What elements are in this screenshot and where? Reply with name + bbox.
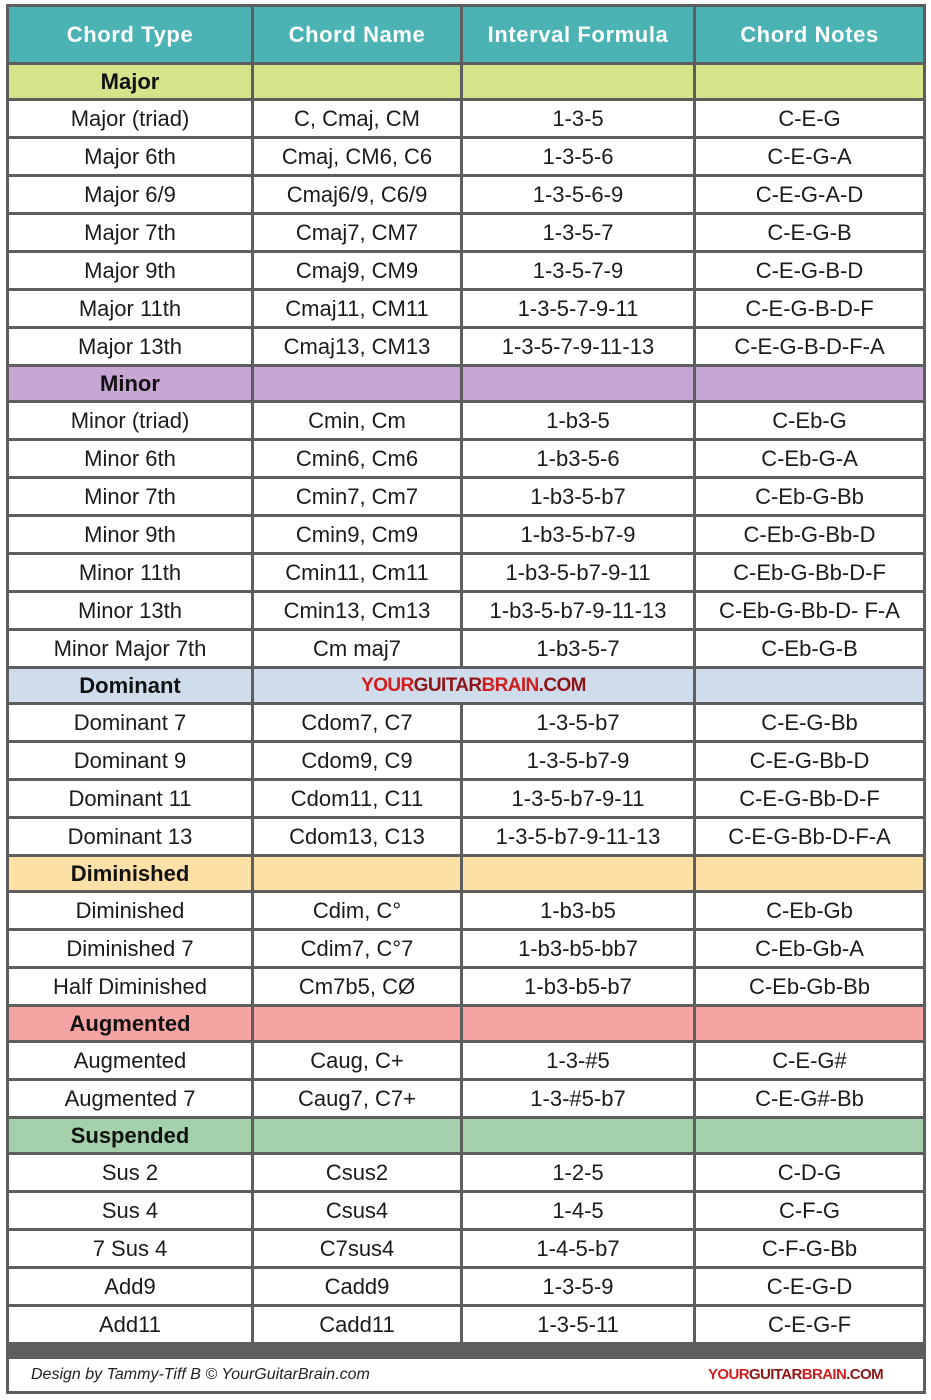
cell-chord-type: Minor (triad) — [9, 403, 251, 438]
cell-chord-type: Diminished — [9, 893, 251, 928]
category-band-minor — [696, 367, 923, 400]
header-chord-name: Chord Name — [254, 7, 460, 62]
cell-chord-notes: C-E-G# — [696, 1043, 923, 1078]
cell-chord-notes: C-E-G-B — [696, 215, 923, 250]
brand-com: .COM — [846, 1366, 883, 1383]
cell-chord-type: Major 9th — [9, 253, 251, 288]
cell-interval-formula: 1-4-5 — [463, 1193, 693, 1228]
brand-guitar: GUITAR — [748, 1366, 802, 1383]
chord-row — [6, 819, 926, 854]
category-label-dominant: Dominant — [9, 669, 251, 702]
cell-chord-notes: C-Eb-Gb-A — [696, 931, 923, 966]
brand-your: YOUR — [361, 674, 414, 696]
cell-interval-formula: 1-4-5-b7 — [463, 1231, 693, 1266]
cell-chord-notes: C-E-G-B-D-F — [696, 291, 923, 326]
category-row-augmented — [6, 1007, 926, 1040]
chord-row — [6, 329, 926, 364]
cell-interval-formula: 1-3-5-11 — [463, 1307, 693, 1342]
brand-com: .COM — [538, 674, 586, 696]
chord-row — [6, 555, 926, 590]
cell-chord-notes: C-E-G — [696, 101, 923, 136]
chord-row — [6, 969, 926, 1004]
chord-row — [6, 1155, 926, 1190]
cell-chord-notes: C-F-G-Bb — [696, 1231, 923, 1266]
cell-interval-formula: 1-b3-b5 — [463, 893, 693, 928]
cell-interval-formula: 1-3-5-7-9-11 — [463, 291, 693, 326]
header-row — [6, 7, 926, 62]
chord-row — [6, 931, 926, 966]
category-label-suspended: Suspended — [9, 1119, 251, 1152]
cell-interval-formula: 1-3-5 — [463, 101, 693, 136]
chord-row — [6, 101, 926, 136]
cell-chord-name: Cdom9, C9 — [254, 743, 460, 778]
cell-chord-notes: C-E-G-Bb — [696, 705, 923, 740]
cell-chord-name: Cdom7, C7 — [254, 705, 460, 740]
cell-chord-name: Cmaj9, CM9 — [254, 253, 460, 288]
chord-row — [6, 1193, 926, 1228]
cell-chord-notes: C-E-G#-Bb — [696, 1081, 923, 1116]
brand-brain: BRAIN — [481, 674, 539, 696]
cell-chord-type: Minor 11th — [9, 555, 251, 590]
chord-row — [6, 781, 926, 816]
brand-brain: BRAIN — [801, 1366, 847, 1383]
cell-chord-type: Add9 — [9, 1269, 251, 1304]
cell-chord-type: Augmented — [9, 1043, 251, 1078]
category-band-minor — [463, 367, 693, 400]
cell-chord-type: Sus 2 — [9, 1155, 251, 1190]
cell-chord-type: Dominant 9 — [9, 743, 251, 778]
category-row-minor — [6, 367, 926, 400]
chord-row — [6, 1043, 926, 1078]
chord-row — [6, 705, 926, 740]
cell-chord-name: Csus2 — [254, 1155, 460, 1190]
cell-interval-formula: 1-b3-b5-b7 — [463, 969, 693, 1004]
category-band-suspended — [696, 1119, 923, 1152]
cell-interval-formula: 1-3-5-6-9 — [463, 177, 693, 212]
cell-chord-type: Add11 — [9, 1307, 251, 1342]
cell-interval-formula: 1-b3-5-b7-9 — [463, 517, 693, 552]
cell-chord-notes: C-Eb-G — [696, 403, 923, 438]
cell-interval-formula: 1-3-5-6 — [463, 139, 693, 174]
cell-chord-type: Minor 6th — [9, 441, 251, 476]
cell-interval-formula: 1-3-5-7-9-11-13 — [463, 329, 693, 364]
cell-chord-notes: C-Eb-G-A — [696, 441, 923, 476]
cell-chord-notes: C-E-G-Bb-D-F-A — [696, 819, 923, 854]
category-band-suspended — [254, 1119, 460, 1152]
cell-chord-name: Cmin11, Cm11 — [254, 555, 460, 590]
category-band-suspended — [463, 1119, 693, 1152]
category-band-major — [254, 65, 460, 98]
cell-chord-type: Half Diminished — [9, 969, 251, 1004]
cell-chord-name: Cdom11, C11 — [254, 781, 460, 816]
cell-interval-formula: 1-2-5 — [463, 1155, 693, 1190]
brand-guitar: GUITAR — [413, 674, 482, 696]
cell-chord-type: Major 13th — [9, 329, 251, 364]
cell-chord-name: Caug, C+ — [254, 1043, 460, 1078]
category-label-augmented: Augmented — [9, 1007, 251, 1040]
header-interval-formula: Interval Formula — [463, 7, 693, 62]
cell-chord-type: Dominant 7 — [9, 705, 251, 740]
cell-chord-notes: C-E-G-A — [696, 139, 923, 174]
cell-chord-name: Cmaj7, CM7 — [254, 215, 460, 250]
cell-interval-formula: 1-b3-5-7 — [463, 631, 693, 666]
cell-chord-notes: C-F-G — [696, 1193, 923, 1228]
cell-chord-name: Cdim, C° — [254, 893, 460, 928]
cell-chord-name: Cmin13, Cm13 — [254, 593, 460, 628]
category-band-minor — [254, 367, 460, 400]
chord-row — [6, 441, 926, 476]
cell-chord-type: Major 6th — [9, 139, 251, 174]
cell-chord-type: Sus 4 — [9, 1193, 251, 1228]
cell-chord-type: 7 Sus 4 — [9, 1231, 251, 1266]
cell-interval-formula: 1-3-5-b7-9-11-13 — [463, 819, 693, 854]
cell-chord-notes: C-E-G-Bb-D-F — [696, 781, 923, 816]
category-band-dominant — [254, 669, 693, 702]
chord-row — [6, 743, 926, 778]
category-band-augmented — [254, 1007, 460, 1040]
header-chord-notes: Chord Notes — [696, 7, 923, 62]
cell-chord-notes: C-E-G-Bb-D — [696, 743, 923, 778]
footer — [9, 1359, 923, 1391]
cell-chord-name: Cdom13, C13 — [254, 819, 460, 854]
category-band-augmented — [463, 1007, 693, 1040]
cell-chord-notes: C-Eb-G-Bb-D- F-A — [696, 593, 923, 628]
cell-chord-name: Cadd9 — [254, 1269, 460, 1304]
cell-chord-name: Cmaj6/9, C6/9 — [254, 177, 460, 212]
brand-logo — [361, 675, 586, 697]
category-label-major: Major — [9, 65, 251, 98]
cell-interval-formula: 1-3-5-7-9 — [463, 253, 693, 288]
chord-row — [6, 593, 926, 628]
header-chord-type: Chord Type — [9, 7, 251, 62]
cell-chord-name: Csus4 — [254, 1193, 460, 1228]
cell-interval-formula: 1-3-#5-b7 — [463, 1081, 693, 1116]
cell-chord-name: Cdim7, C°7 — [254, 931, 460, 966]
chord-row — [6, 291, 926, 326]
cell-chord-name: Cmaj, CM6, C6 — [254, 139, 460, 174]
cell-chord-notes: C-Eb-G-Bb — [696, 479, 923, 514]
cell-chord-type: Major 11th — [9, 291, 251, 326]
category-row-major — [6, 65, 926, 98]
cell-interval-formula: 1-3-5-b7-9 — [463, 743, 693, 778]
cell-chord-name: Cmin6, Cm6 — [254, 441, 460, 476]
cell-chord-name: Cmin, Cm — [254, 403, 460, 438]
category-band-major — [463, 65, 693, 98]
cell-interval-formula: 1-b3-5-b7 — [463, 479, 693, 514]
chord-row — [6, 1231, 926, 1266]
cell-chord-name: Cm maj7 — [254, 631, 460, 666]
category-band-diminished — [463, 857, 693, 890]
chord-row — [6, 215, 926, 250]
cell-chord-notes: C-E-G-B-D — [696, 253, 923, 288]
cell-chord-type: Minor 7th — [9, 479, 251, 514]
cell-chord-type: Minor 9th — [9, 517, 251, 552]
category-band-major — [696, 65, 923, 98]
cell-chord-type: Dominant 13 — [9, 819, 251, 854]
chord-row — [6, 517, 926, 552]
cell-interval-formula: 1-3-#5 — [463, 1043, 693, 1078]
cell-chord-type: Major 7th — [9, 215, 251, 250]
cell-chord-notes: C-D-G — [696, 1155, 923, 1190]
cell-chord-name: Cmaj11, CM11 — [254, 291, 460, 326]
cell-chord-type: Minor Major 7th — [9, 631, 251, 666]
cell-chord-name: Cadd11 — [254, 1307, 460, 1342]
chord-row — [6, 1269, 926, 1304]
cell-chord-notes: C-E-G-F — [696, 1307, 923, 1342]
cell-chord-notes: C-E-G-B-D-F-A — [696, 329, 923, 364]
cell-chord-name: C, Cmaj, CM — [254, 101, 460, 136]
footer-credit: Design by Tammy-Tiff B © YourGuitarBrain.com — [31, 1366, 370, 1383]
category-label-minor: Minor — [9, 367, 251, 400]
cell-chord-notes: C-Eb-Gb-Bb — [696, 969, 923, 1004]
category-row-dominant — [6, 669, 926, 702]
cell-chord-notes: C-Eb-G-Bb-D — [696, 517, 923, 552]
chord-row — [6, 1307, 926, 1342]
cell-interval-formula: 1-3-5-7 — [463, 215, 693, 250]
chord-row — [6, 403, 926, 438]
chord-row — [6, 139, 926, 174]
chord-row — [6, 479, 926, 514]
category-band-augmented — [696, 1007, 923, 1040]
cell-chord-type: Major 6/9 — [9, 177, 251, 212]
brand-your: YOUR — [708, 1366, 749, 1383]
cell-interval-formula: 1-b3-b5-bb7 — [463, 931, 693, 966]
cell-chord-name: C7sus4 — [254, 1231, 460, 1266]
cell-interval-formula: 1-b3-5 — [463, 403, 693, 438]
cell-chord-notes: C-Eb-G-B — [696, 631, 923, 666]
category-row-suspended — [6, 1119, 926, 1152]
cell-chord-type: Dominant 11 — [9, 781, 251, 816]
cell-chord-type: Augmented 7 — [9, 1081, 251, 1116]
category-label-diminished: Diminished — [9, 857, 251, 890]
cell-chord-notes: C-E-G-D — [696, 1269, 923, 1304]
cell-interval-formula: 1-3-5-b7-9-11 — [463, 781, 693, 816]
chord-row — [6, 177, 926, 212]
chord-row — [6, 631, 926, 666]
cell-chord-notes: C-Eb-G-Bb-D-F — [696, 555, 923, 590]
category-band-diminished — [254, 857, 460, 890]
chord-row — [6, 1081, 926, 1116]
cell-chord-name: Cm7b5, CØ — [254, 969, 460, 1004]
cell-chord-name: Cmaj13, CM13 — [254, 329, 460, 364]
cell-interval-formula: 1-b3-5-b7-9-11-13 — [463, 593, 693, 628]
cell-chord-type: Minor 13th — [9, 593, 251, 628]
category-band-dominant — [696, 669, 923, 702]
cell-interval-formula: 1-b3-5-6 — [463, 441, 693, 476]
chord-row — [6, 253, 926, 288]
cell-chord-name: Caug7, C7+ — [254, 1081, 460, 1116]
category-row-diminished — [6, 857, 926, 890]
chord-chart-sheet — [6, 4, 926, 1394]
cell-chord-type: Major (triad) — [9, 101, 251, 136]
chord-row — [6, 893, 926, 928]
footer-brand-logo — [708, 1359, 883, 1391]
cell-chord-notes: C-Eb-Gb — [696, 893, 923, 928]
cell-interval-formula: 1-3-5-9 — [463, 1269, 693, 1304]
cell-chord-name: Cmin9, Cm9 — [254, 517, 460, 552]
cell-interval-formula: 1-b3-5-b7-9-11 — [463, 555, 693, 590]
cell-chord-type: Diminished 7 — [9, 931, 251, 966]
category-band-diminished — [696, 857, 923, 890]
cell-chord-name: Cmin7, Cm7 — [254, 479, 460, 514]
cell-interval-formula: 1-3-5-b7 — [463, 705, 693, 740]
cell-chord-notes: C-E-G-A-D — [696, 177, 923, 212]
